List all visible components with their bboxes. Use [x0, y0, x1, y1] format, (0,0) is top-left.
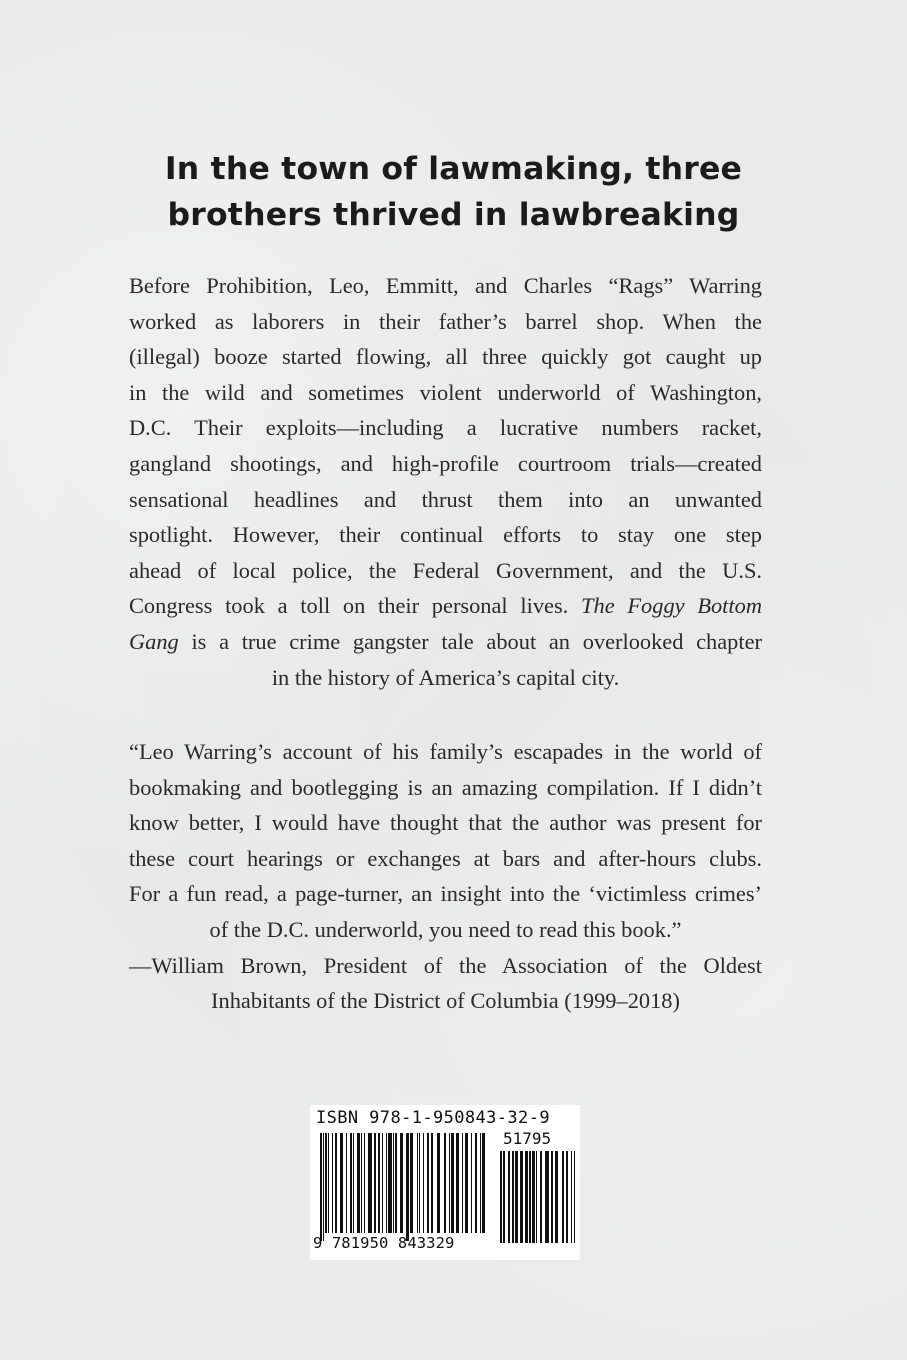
quote-line: of the D.C. underworld, you need to read this book.”: [209, 916, 682, 942]
isbn-label: ISBN 978-1-950843-32-9: [316, 1108, 550, 1128]
barcode-bar: [449, 1133, 450, 1233]
headline-line-1: In the town of lawmaking, three: [164, 151, 743, 187]
barcode-bar: [419, 1133, 420, 1233]
barcode-bar: [328, 1133, 329, 1233]
quote-attribution: —William Brown, President of the Association of the Oldest: [129, 952, 762, 978]
synopsis-line: (illegal) booze started flowing, all three quickly got caught up: [129, 344, 762, 370]
barcode-bar: [512, 1151, 514, 1243]
synopsis-line: D.C. Their exploits—including a lucrative numbers racket,: [129, 415, 762, 441]
synopsis: [129, 268, 762, 695]
barcode-bar: [323, 1133, 324, 1241]
barcode-bar: [378, 1133, 380, 1233]
synopsis-line: ahead of local police, the Federal Government, and the U.S.: [129, 557, 762, 583]
barcode-bar: [540, 1151, 542, 1243]
barcode-bar: [482, 1133, 485, 1233]
headline: [100, 146, 807, 238]
barcode-bar: [364, 1133, 365, 1233]
book-title: The Foggy Bottom: [581, 593, 762, 619]
barcode-bar: [456, 1133, 459, 1233]
barcode-bar: [350, 1133, 352, 1233]
barcode-bar: [471, 1133, 472, 1233]
barcode-bar: [500, 1151, 502, 1243]
barcode-bar: [520, 1151, 523, 1243]
barcode-bar: [325, 1133, 327, 1233]
synopsis-line: [129, 624, 762, 660]
barcode-bar: [437, 1133, 440, 1233]
barcode-bar: [545, 1151, 549, 1243]
barcode-bar: [400, 1133, 403, 1233]
quote-line: bookmaking and bootlegging is an amazing compilation. If I didn’t: [129, 774, 762, 800]
isbn-barcode: [310, 1105, 580, 1260]
synopsis-line: spotlight. However, their continual efforts to stay one step: [129, 522, 762, 548]
barcode-bar: [406, 1133, 409, 1241]
barcode-bar: [335, 1133, 337, 1233]
barcode-bar: [368, 1133, 372, 1233]
barcode-bar: [525, 1151, 528, 1243]
synopsis-line: gangland shootings, and high-profile courtroom trials—created: [129, 450, 762, 476]
barcode-bar: [503, 1151, 505, 1243]
barcode-bar: [357, 1133, 360, 1233]
barcode-bar: [417, 1133, 418, 1233]
barcode-bar: [423, 1133, 424, 1233]
barcode-bar: [332, 1133, 333, 1233]
quote-line: For a fun read, a page-turner, an insight into the ‘victimless crimes’: [129, 881, 762, 907]
headline-line-2: brothers thrived in lawbreaking: [167, 197, 740, 233]
barcode-bar: [562, 1151, 564, 1243]
quote-line: know better, I would have thought that the author was present for: [129, 810, 762, 836]
quote-attribution: Inhabitants of the District of Columbia (1999–2018): [211, 988, 680, 1014]
barcode-bar: [340, 1133, 343, 1233]
synopsis-line: in the history of America’s capital city.: [271, 664, 620, 690]
barcode-bar: [462, 1133, 463, 1233]
barcode-bar: [566, 1151, 568, 1243]
barcode-bar: [427, 1133, 429, 1233]
barcode-bar: [532, 1151, 535, 1243]
barcode-bar: [465, 1133, 468, 1233]
barcode-bars: [320, 1133, 488, 1241]
barcode-bar: [551, 1151, 553, 1243]
barcode-bar: [574, 1151, 575, 1243]
endorsement-quote: [129, 734, 762, 1019]
barcode-bar: [508, 1151, 510, 1243]
price-code: 51795: [503, 1129, 552, 1148]
quote-line: “Leo Warring’s account of his family’s escapades in the world of: [129, 739, 762, 764]
barcode-bar: [529, 1151, 531, 1243]
synopsis-text: is a true crime gangster tale about an overlooked chapter: [178, 628, 762, 654]
barcode-bar: [320, 1133, 322, 1241]
barcode-bar: [444, 1133, 446, 1233]
synopsis-line: Before Prohibition, Leo, Emmitt, and Charles “Rags” Warring: [129, 273, 762, 298]
synopsis-line: [129, 588, 762, 624]
barcode-bar: [555, 1151, 558, 1243]
barcode-bar: [382, 1133, 383, 1233]
barcode-addon-bars: [500, 1151, 575, 1251]
synopsis-line: in the wild and sometimes violent underworld of Washington,: [129, 379, 762, 405]
barcode-bar: [515, 1151, 518, 1243]
barcode-bar: [475, 1133, 477, 1233]
barcode-bar: [536, 1151, 537, 1243]
barcode-bar: [571, 1151, 572, 1243]
barcode-bar: [393, 1133, 394, 1233]
barcode-bar: [410, 1133, 413, 1233]
book-title: Gang: [129, 628, 179, 654]
barcode-bar: [361, 1133, 362, 1233]
quote-line: these court hearings or exchanges at bars and after-hours clubs.: [129, 845, 762, 871]
barcode-bar: [374, 1133, 376, 1233]
barcode-digits: 9 781950 843329: [313, 1234, 455, 1252]
barcode-bar: [395, 1133, 397, 1233]
barcode-bar: [451, 1133, 454, 1233]
synopsis-line: sensational headlines and thrust them into an unwanted: [129, 486, 762, 512]
barcode-bar: [388, 1133, 392, 1233]
barcode-bar: [386, 1133, 387, 1233]
synopsis-text: Congress took a toll on their personal lives.: [129, 593, 569, 619]
barcode-bar: [480, 1133, 481, 1233]
synopsis-line: worked as laborers in their father’s barrel shop. When the: [129, 308, 762, 334]
barcode-bar: [346, 1133, 347, 1233]
barcode-bar: [353, 1133, 354, 1233]
barcode-bar: [431, 1133, 433, 1233]
